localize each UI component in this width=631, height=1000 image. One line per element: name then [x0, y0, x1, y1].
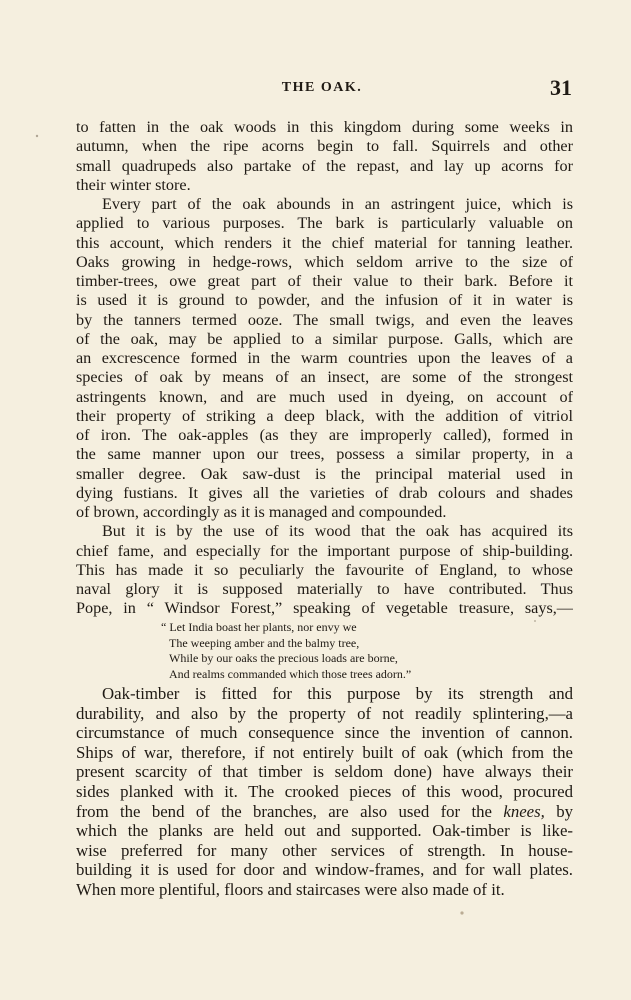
text-line: which the planks are held out and supported. Oak-timber is like-: [76, 821, 573, 841]
text-line: wise preferred for many other services of strength. In house-: [76, 840, 573, 860]
text-line: present scarcity of that timber is seldom done) have always their: [76, 762, 573, 782]
text-line: dying fustians. It gives all the varieties of drab colours and shades: [76, 483, 573, 502]
page-number: 31: [550, 75, 572, 100]
second-text-block: [76, 684, 573, 900]
verse-quotation: [161, 620, 491, 682]
text-line: species of oak by means of an insect, are some of the strongest: [76, 368, 573, 387]
page-title: THE OAK.: [281, 80, 363, 95]
text-line: Pope, in “ Windsor Forest,” speaking of vegetable treasure, says,—: [76, 599, 573, 618]
verse-line: While by our oaks the precious loads are borne,: [169, 651, 398, 665]
main-text-block: [76, 118, 573, 619]
text-line: But it is by the use of its wood that the oak has acquired its: [102, 522, 573, 541]
paper-speck: [36, 135, 38, 137]
text-line: this account, which renders it the chief material for tanning leather.: [76, 233, 573, 252]
text-line: by the tanners termed ooze. The small twigs, and even the leaves: [76, 310, 573, 329]
text-line: When more plentiful, floors and staircases were also made of it.: [76, 879, 505, 899]
text-line: naval glory it is supposed materially to have contributed. Thus: [76, 580, 573, 598]
text-line: Ships of war, therefore, if not entirely built of oak (which from the: [76, 742, 573, 762]
verse-line: The weeping amber and the balmy tree,: [169, 635, 360, 650]
text-line: chief fame, and especially for the important purpose of ship-building.: [76, 541, 573, 560]
text-line: autumn, when the ripe acorns begin to fall. Squirrels and other: [76, 137, 573, 156]
text-line: applied to various purposes. The bark is particularly valuable on: [76, 214, 573, 233]
text-line: sides planked with it. The crooked pieces of this wood, procured: [76, 781, 573, 801]
text-line: durability, and also by the property of not readily splintering,—a: [76, 703, 573, 723]
text-line: to fatten in the oak woods in this kingdom during some weeks in: [76, 118, 573, 136]
text-segment: by: [556, 801, 573, 821]
text-line: building it is used for door and window-frames, and for wall plates.: [76, 860, 573, 880]
text-line: the same manner upon our trees, possess a similar property, in a: [76, 445, 573, 464]
text-line: an excrescence formed in the warm countries upon the leaves of a: [76, 349, 573, 367]
paper-speck: [534, 620, 536, 622]
text-line: their winter store.: [76, 175, 191, 194]
text-line: astringents known, and are much used in dyeing, on account of: [76, 387, 573, 406]
verse-line: “ Let India boast her plants, nor envy we: [161, 620, 357, 634]
text-line: small quadrupeds also partake of the repast, and lay up acorns for: [76, 156, 573, 175]
text-line: of brown, accordingly as it is managed and compounded.: [76, 503, 447, 521]
text-line: This has made it so peculiarly the favourite of England, to whose: [76, 560, 573, 579]
paper-speck: [460, 911, 463, 914]
text-line: is used it is ground to powder, and the infusion of it in water is: [76, 291, 573, 310]
text-line: circumstance of much consequence since the invention of cannon.: [76, 723, 573, 743]
text-line: of the oak, may be applied to a similar purpose. Galls, which are: [76, 329, 573, 348]
running-head: [72, 75, 572, 104]
text-line: smaller degree. Oak saw-dust is the principal material used in: [76, 464, 573, 483]
text-line-with-italic: [76, 802, 573, 822]
verse-line: And realms commanded which those trees adorn.”: [169, 666, 412, 681]
text-segment: from the bend of the branches, are also used for the: [76, 801, 493, 821]
italic-term: knees,: [503, 801, 545, 821]
text-line: timber-trees, owe great part of their value to their bark. Before it: [76, 272, 573, 290]
text-line: Every part of the oak abounds in an astringent juice, which is: [102, 195, 573, 213]
text-line: Oak-timber is fitted for this purpose by its strength and: [102, 684, 573, 703]
text-line: Oaks growing in hedge-rows, which seldom arrive to the size of: [76, 252, 573, 271]
text-line: of iron. The oak-apples (as they are improperly called), formed in: [76, 426, 573, 444]
text-line: their property of striking a deep black, with the addition of vitriol: [76, 406, 573, 425]
